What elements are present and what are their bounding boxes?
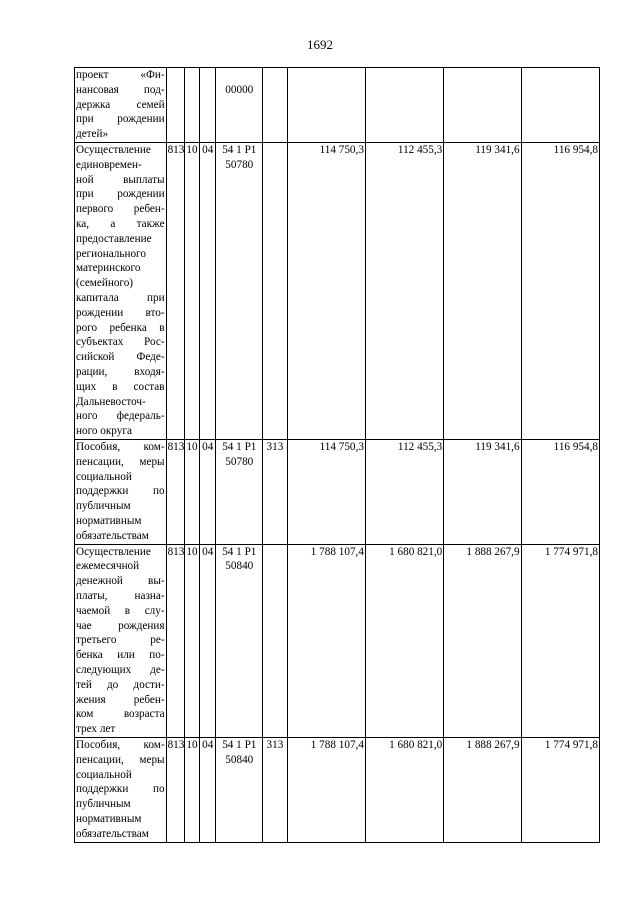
amount-col-1 <box>287 68 365 143</box>
section-code: 10 <box>184 544 199 737</box>
row-description <box>75 544 167 737</box>
description-line: публичным <box>76 798 131 811</box>
table-row <box>75 68 600 143</box>
description-line: обязательствам <box>76 827 149 840</box>
table-row <box>75 544 600 737</box>
description-line: ка, а также <box>76 217 165 230</box>
amount-col-2: 112 455,3 <box>365 143 443 440</box>
description-line: единовремен- <box>76 158 142 171</box>
target-article-part: 54 1 Р1 <box>222 144 257 156</box>
target-article-part: 50780 <box>225 158 254 171</box>
amount-col-4: 116 954,8 <box>521 440 599 545</box>
target-article-code <box>216 143 263 440</box>
description-line: бенка или по- <box>76 649 165 662</box>
expense-type-code: 313 <box>263 440 287 545</box>
description-line: субъектах Рос- <box>76 336 165 349</box>
subsection-code: 04 <box>200 544 216 737</box>
expense-type-code <box>263 544 287 737</box>
subsection-code: 04 <box>200 440 216 545</box>
description-line: пенсации, меры <box>76 753 165 766</box>
description-line: Дальневосточ- <box>76 395 146 408</box>
expense-type-code: 313 <box>263 737 287 842</box>
row-description <box>75 143 167 440</box>
description-line: детей» <box>76 128 109 141</box>
amount-col-3: 119 341,6 <box>444 440 521 545</box>
description-line: Пособия, ком- <box>76 738 165 751</box>
description-line: социальной <box>76 768 132 781</box>
description-line: ежемесячной <box>76 560 140 573</box>
subsection-code: 04 <box>200 737 216 842</box>
target-article-code <box>216 737 263 842</box>
table-row <box>75 440 600 545</box>
amount-col-4: 1 774 971,8 <box>521 544 599 737</box>
section-code <box>184 68 199 143</box>
subsection-code: 04 <box>200 143 216 440</box>
description-line: обязательствам <box>76 529 149 542</box>
target-article-code <box>216 544 263 737</box>
description-line: поддержки по <box>76 485 165 498</box>
target-article-part: 50840 <box>225 560 254 573</box>
ministry-code: 813 <box>166 544 184 737</box>
description-line: Пособия, ком- <box>76 441 165 453</box>
description-line: при рождении <box>76 113 165 126</box>
amount-col-3: 1 888 267,9 <box>444 544 521 737</box>
section-code: 10 <box>184 440 199 545</box>
section-code: 10 <box>184 143 199 440</box>
description-line: ного федераль- <box>76 410 165 423</box>
amount-col-2: 1 680 821,0 <box>365 544 443 737</box>
description-line: сийской Феде- <box>76 351 165 364</box>
description-line: денежной вы- <box>76 575 165 588</box>
amount-col-2: 1 680 821,0 <box>365 737 443 842</box>
amount-col-1: 114 750,3 <box>287 143 365 440</box>
description-line: проект «Фи- <box>76 69 165 81</box>
amount-col-1: 1 788 107,4 <box>287 737 365 842</box>
target-article-code <box>216 440 263 545</box>
description-line: чаемой в слу- <box>76 604 165 617</box>
ministry-code: 813 <box>166 143 184 440</box>
target-article-part: 50840 <box>225 753 254 766</box>
description-line: при рождении <box>76 188 165 201</box>
target-article-part: 54 1 Р1 <box>222 738 257 751</box>
description-line: ной выплаты <box>76 173 165 186</box>
budget-table <box>74 67 600 843</box>
ministry-code: 813 <box>166 737 184 842</box>
amount-col-2: 112 455,3 <box>365 440 443 545</box>
target-article-part: 54 1 Р1 <box>222 545 257 558</box>
description-line: регионального <box>76 247 146 260</box>
description-line: щих в состав <box>76 380 165 393</box>
description-line: Осуществление <box>76 144 151 156</box>
ministry-code: 813 <box>166 440 184 545</box>
description-line: держка семей <box>76 98 165 111</box>
description-line: пенсации, меры <box>76 455 165 468</box>
description-line: публичным <box>76 500 131 513</box>
description-line: платы, назна- <box>76 589 165 602</box>
target-article-part: 50780 <box>225 455 254 468</box>
description-line: нормативным <box>76 812 142 825</box>
description-line: капитала при <box>76 291 165 304</box>
description-line: (семейного) <box>76 277 134 290</box>
subsection-code <box>200 68 216 143</box>
amount-col-3: 1 888 267,9 <box>444 737 521 842</box>
target-article-part: 00000 <box>225 83 254 96</box>
amount-col-4: 116 954,8 <box>521 143 599 440</box>
amount-col-1: 114 750,3 <box>287 440 365 545</box>
target-article-part: 54 1 Р1 <box>222 441 257 453</box>
expense-type-code <box>263 68 287 143</box>
description-line: чае рождения <box>76 619 165 632</box>
description-line: третьего ре- <box>76 634 165 647</box>
amount-col-4: 1 774 971,8 <box>521 737 599 842</box>
description-line: нансовая под- <box>76 83 165 96</box>
expense-type-code <box>263 143 287 440</box>
table-row <box>75 737 600 842</box>
section-code: 10 <box>184 737 199 842</box>
row-description <box>75 737 167 842</box>
amount-col-2 <box>365 68 443 143</box>
description-line: следующих де- <box>76 663 165 676</box>
target-article-code <box>216 68 263 143</box>
amount-col-1: 1 788 107,4 <box>287 544 365 737</box>
description-line: тей до дости- <box>76 678 165 691</box>
description-line: предоставление <box>76 232 152 245</box>
description-line: ком возраста <box>76 708 165 721</box>
page-number: 1692 <box>307 37 333 52</box>
amount-col-3: 119 341,6 <box>444 143 521 440</box>
amount-col-4 <box>521 68 599 143</box>
description-line: нормативным <box>76 514 142 527</box>
row-description <box>75 440 167 545</box>
description-line: поддержки по <box>76 783 165 796</box>
ministry-code <box>166 68 184 143</box>
description-line: социальной <box>76 470 132 483</box>
amount-col-3 <box>444 68 521 143</box>
description-line: жения ребен- <box>76 693 165 706</box>
description-line: рации, входя- <box>76 365 165 378</box>
budget-table-body <box>75 68 600 843</box>
target-article-part <box>217 68 261 83</box>
description-line: рого ребенка в <box>76 321 165 334</box>
description-line: рождении вто- <box>76 306 165 319</box>
description-line: трех лет <box>76 723 116 736</box>
description-line: Осуществление <box>76 545 151 558</box>
description-line: ного округа <box>76 425 132 438</box>
table-row <box>75 143 600 440</box>
description-line: материнского <box>76 262 141 275</box>
row-description <box>75 68 167 143</box>
description-line: первого ребен- <box>76 203 165 216</box>
